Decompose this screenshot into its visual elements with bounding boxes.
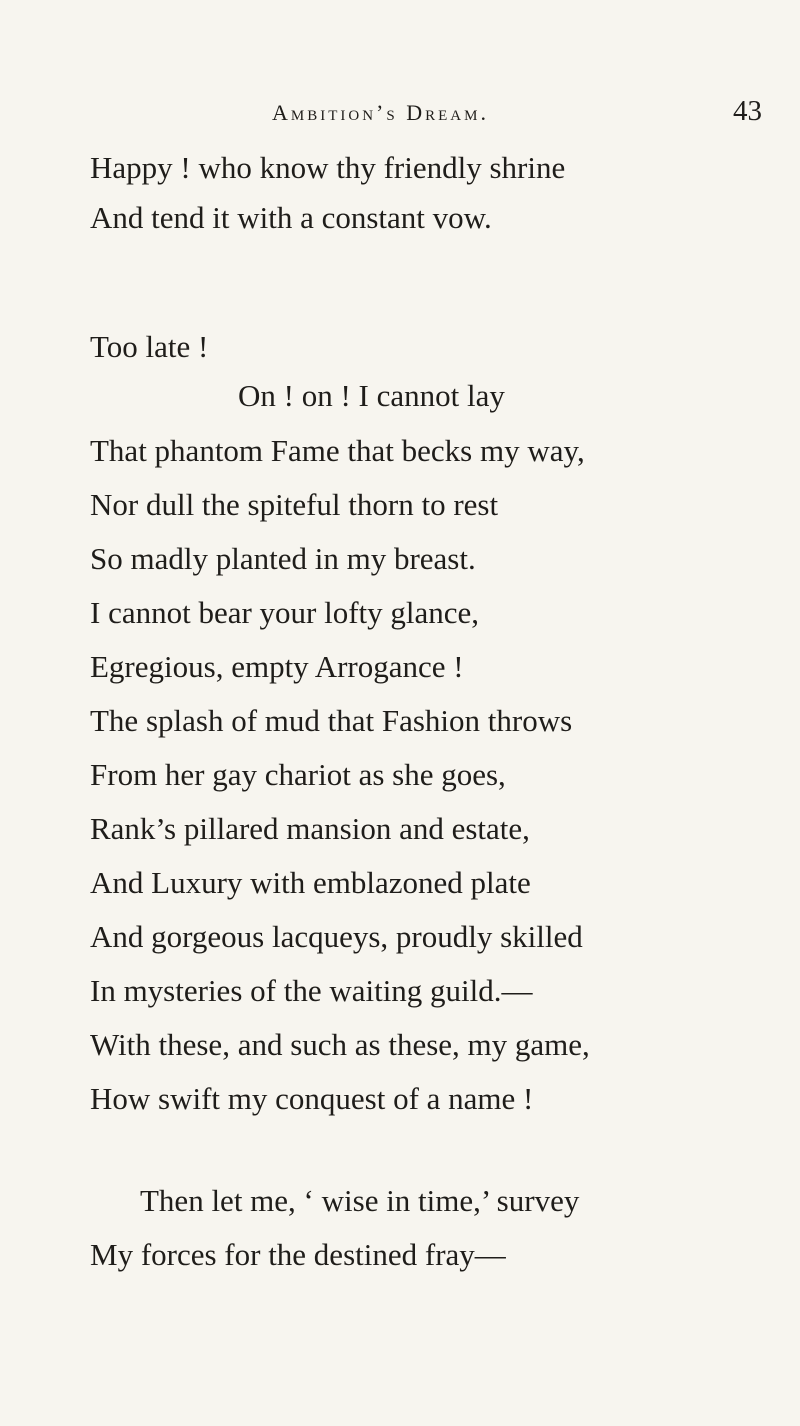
poem-line-16: With these, and such as these, my game, xyxy=(90,1027,590,1062)
poem-line-12: Rank’s pillared mansion and estate, xyxy=(90,811,530,846)
page-number: 43 xyxy=(733,95,762,127)
poem-line-7: So madly planted in my breast. xyxy=(90,541,476,576)
poem-line-4: On ! on ! I cannot lay xyxy=(238,378,505,413)
poem-line-6: Nor dull the spiteful thorn to rest xyxy=(90,487,499,522)
running-title: Ambition’s Dream. xyxy=(272,100,489,125)
poem-line-13: And Luxury with emblazoned plate xyxy=(90,865,531,900)
poem-line-14: And gorgeous lacqueys, proudly skilled xyxy=(90,919,583,954)
poem-line-3: Too late ! xyxy=(90,329,209,364)
poem-line-2: And tend it with a constant vow. xyxy=(90,200,492,235)
poem-line-10: The splash of mud that Fashion throws xyxy=(90,703,573,738)
poem-line-8: I cannot bear your lofty glance, xyxy=(90,595,480,630)
running-head xyxy=(272,95,762,138)
poem-line-1: Happy ! who know thy friendly shrine xyxy=(90,150,566,185)
poem-line-19: My forces for the destined fray— xyxy=(90,1237,506,1272)
poem-line-11: From her gay chariot as she goes, xyxy=(90,757,506,792)
poem-line-9: Egregious, empty Arrogance ! xyxy=(90,649,464,684)
poem-line-15: In mysteries of the waiting guild.— xyxy=(90,973,533,1008)
poem-line-17: How swift my conquest of a name ! xyxy=(90,1081,534,1116)
poem-line-18: Then let me, ‘ wise in time,’ survey xyxy=(140,1183,580,1218)
poem-line-5: That phantom Fame that becks my way, xyxy=(90,433,585,468)
